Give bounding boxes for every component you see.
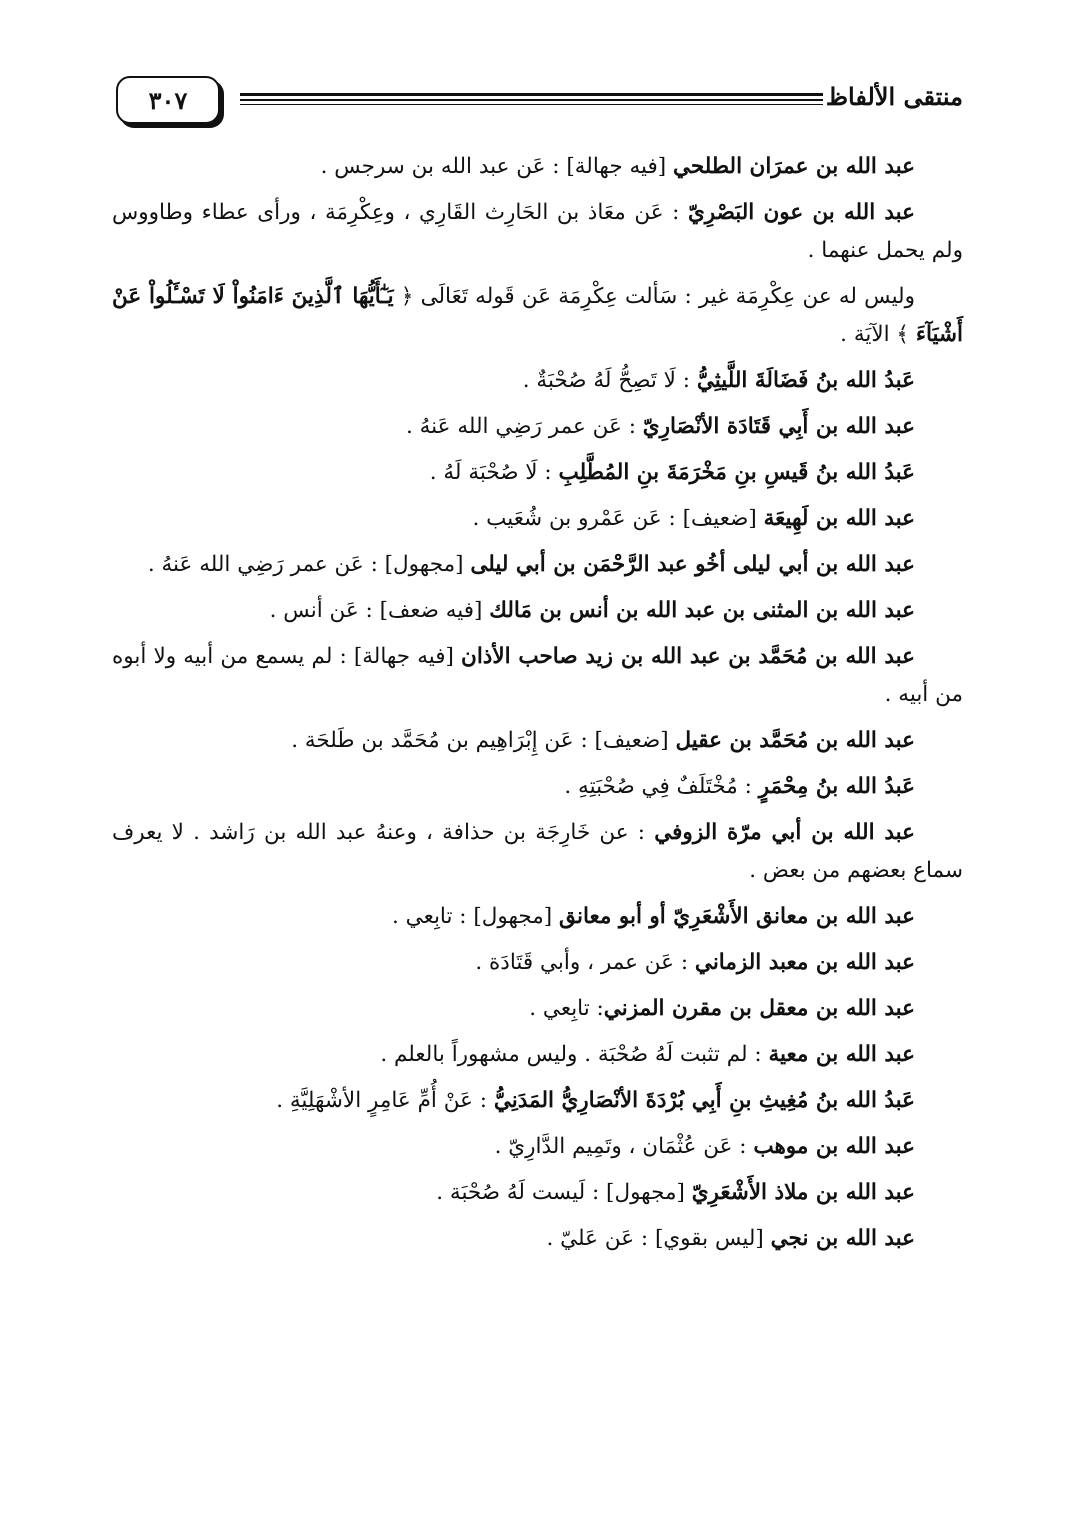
note-text: ﴾ الآيَة . <box>840 322 916 347</box>
entry-text: [مجهول] : لَيست لَهُ صُحْبَة . <box>436 1180 692 1205</box>
page-header <box>112 68 963 130</box>
book-title: منتقى الألفاظ <box>825 82 963 111</box>
entry <box>112 148 963 186</box>
entry <box>112 898 963 936</box>
narrator-name: عبد الله بن معبد الزماني <box>694 950 915 975</box>
entry-text: : عن خَارِجَة بن حذافة ، وعنهُ عبد الله بن رَاشد . لا يعرف سماع بعضهم من بعض . <box>112 820 963 883</box>
page-number: ٣٠٧ <box>116 76 220 124</box>
entry-text: : عَن عمر ، وأبي قَتَادَة . <box>475 950 695 975</box>
narrator-name: عبد الله بن نجي <box>770 1226 915 1251</box>
entry-text: : عَن معَاذ بن الحَارِث القَارِي ، وعِكْرِمَة ، ورأى عطاء وطاووس ولم يحمل عنهما . <box>112 200 963 263</box>
quran-verse: يَـٰٓأَيُّهَا ٱلَّذِينَ ءَامَنُواْ لَا تَسْـَٔلُواْ عَنْ أَشْيَآءَ <box>112 284 963 347</box>
entry <box>112 990 963 1028</box>
entry-note <box>112 278 963 354</box>
entry <box>112 454 963 492</box>
entry <box>112 1082 963 1120</box>
note-text: وليس له عن عِكْرِمَة غير : سَألت عِكْرِمَة عَن قَوله تَعَالَى ﴿ <box>393 284 915 309</box>
entry-text: : عَن عُثْمَان ، وتَمِيم الدَّارِيّ . <box>494 1134 754 1159</box>
narrator-name: عَبدُ الله بنُ مِحْمَرٍ <box>758 774 915 799</box>
narrator-name: عبد الله بن عمرَان الطلحي <box>672 154 915 179</box>
entry <box>112 408 963 446</box>
entry <box>112 500 963 538</box>
entry <box>112 194 963 270</box>
entry-text: : لَا تَصِحُّ لَهُ صُحْبَةٌ . <box>522 368 697 393</box>
entry <box>112 814 963 890</box>
narrator-name: عبد الله بن ملاذ الأَشْعَرِيّ <box>691 1180 915 1205</box>
entry <box>112 362 963 400</box>
entry-text: [فيه جهالة] : لم يسمع من أبيه ولا أبوه من أبيه . <box>112 644 963 707</box>
narrator-name: عبد الله بن لَهِيعَة <box>763 506 915 531</box>
entry-text: [فيه جهالة] : عَن عبد الله بن سرجس . <box>320 154 673 179</box>
narrator-name: عبد الله بن المثنى بن عبد الله بن أنس بن مَالك <box>489 598 915 623</box>
entry <box>112 944 963 982</box>
entry-text: : لَا صُحْبَة لَهُ . <box>429 460 559 485</box>
entry <box>112 1128 963 1166</box>
entry-text: : عَنْ أُمِّ عَامِرٍ الأشْهَلِيَّةِ . <box>276 1088 494 1113</box>
entry-text: : عَن عمر رَضِي الله عَنهُ . <box>405 414 643 439</box>
entry-text: : تابِعي . <box>529 996 604 1021</box>
narrator-name: عبد الله بن مُحَمَّد بن عقيل <box>675 728 915 753</box>
entry-text: [ضعيف] : عَن إِبْرَاهِيم بن مُحَمَّد بن طَلحَة . <box>291 728 676 753</box>
entry-text: : لم تثبت لَهُ صُحْبَة . وليس مشهوراً بالعلم . <box>380 1042 769 1067</box>
narrator-name: عبد الله بن معقل بن مقرن المزني <box>603 996 915 1021</box>
entry <box>112 1220 963 1258</box>
entry <box>112 546 963 584</box>
narrator-name: عبد الله بن أَبِي قَتَادَة الأنْصَارِيّ <box>642 414 915 439</box>
narrator-name: عَبدُ الله بنُ مُغِيثِ بنِ أَبِي بُرْدَةَ الأنْصَارِيُّ المَدَنِيُّ <box>493 1088 915 1113</box>
narrator-name: عبد الله بن أبي مرّة الزوفي <box>654 820 915 845</box>
entry-text: [ضعيف] : عَن عَمْرو بن شُعَيب . <box>472 506 764 531</box>
narrator-name: عبد الله بن عون البَصْرِيّ <box>687 200 915 225</box>
entry <box>112 638 963 714</box>
narrator-name: عبد الله بن معية <box>768 1042 915 1067</box>
narrator-name: عَبدُ الله بنُ فَضَالَةَ اللَّيثِيُّ <box>696 368 915 393</box>
entry-text: : مُخْتَلَفٌ فِي صُحْبَتِهِ . <box>564 774 759 799</box>
entry <box>112 592 963 630</box>
narrator-name: عَبدُ الله بنُ قَيسِ بنِ مَخْرَمَةَ بنِ المُطَّلِبِ <box>558 460 915 485</box>
entry <box>112 1036 963 1074</box>
entry <box>112 1174 963 1212</box>
narrator-name: عبد الله بن مُحَمَّد بن عبد الله بن زيد صاحب الأذان <box>461 644 915 669</box>
entry-text: [ليس بقوي] : عَن عَليّ . <box>546 1226 771 1251</box>
narrator-name: عبد الله بن موهب <box>753 1134 915 1159</box>
header-rule <box>240 93 823 105</box>
entry-text: [مجهول] : تابِعي . <box>391 904 560 929</box>
entry <box>112 722 963 760</box>
entry-text: [فيه ضعف] : عَن أنس . <box>269 598 490 623</box>
narrator-name: عبد الله بن أبي ليلى أخُو عبد الرَّحْمَن بن أبي ليلى <box>470 552 915 577</box>
entry <box>112 768 963 806</box>
entry-text: [مجهول] : عَن عمر رَضِي الله عَنهُ . <box>147 552 471 577</box>
page-body <box>112 148 963 1266</box>
narrator-name: عبد الله بن معانق الأَشْعَرِيّ أو أبو معانق <box>559 904 915 929</box>
